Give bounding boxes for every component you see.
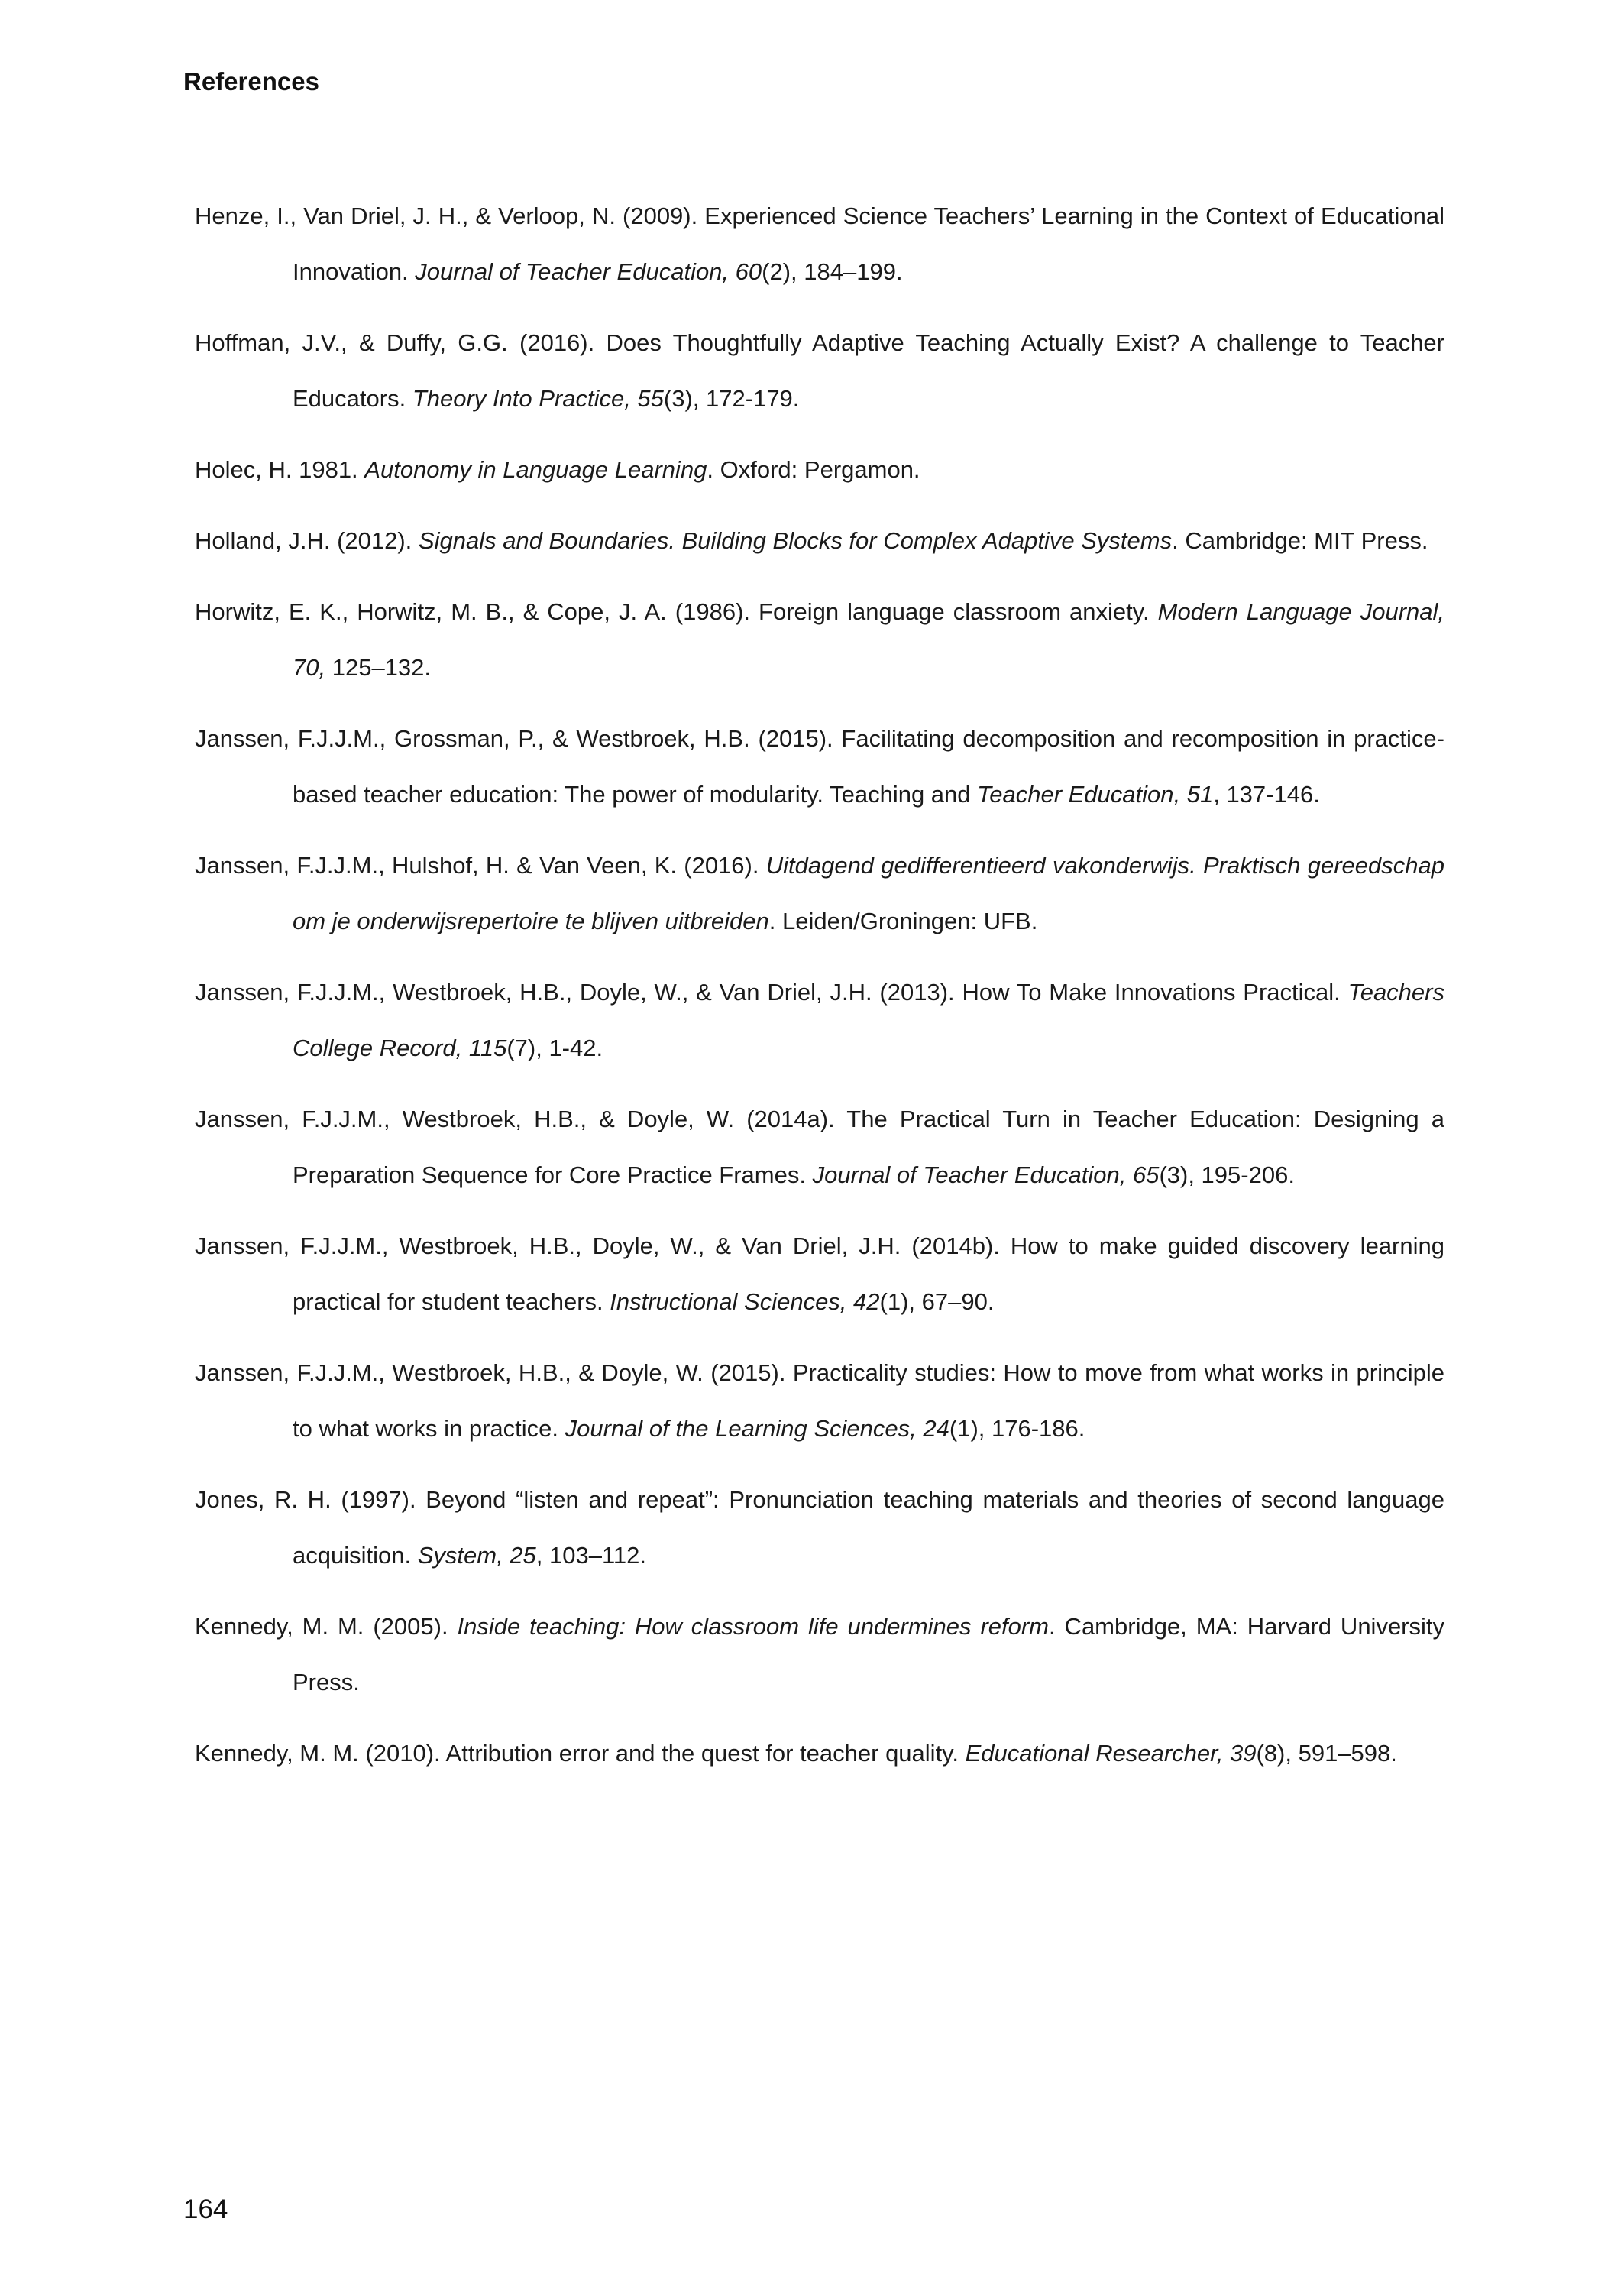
reference-entry — [195, 513, 1444, 568]
reference-text: Horwitz, E. K., Horwitz, M. B., & Cope, J. A. (1986). Foreign language classroom anxiety. — [195, 598, 1158, 625]
reference-text: . Oxford: Pergamon. — [707, 456, 920, 483]
reference-text: , 103–112. — [535, 1542, 647, 1569]
reference-italic-text: Theory Into Practice, 55 — [412, 385, 664, 412]
reference-italic-text: Teacher Education, 51 — [977, 781, 1214, 808]
reference-text: (1), 67–90. — [879, 1288, 995, 1315]
reference-text: Janssen, F.J.J.M., Westbroek, H.B., Doyle, W., & Van Driel, J.H. (2014b). How to make guided discovery learning practical for student teachers. — [195, 1232, 1444, 1315]
reference-text: (7), 1-42. — [506, 1035, 603, 1061]
reference-list — [195, 188, 1444, 1796]
reference-text: (2), 184–199. — [762, 258, 903, 285]
reference-text: Holland, J.H. (2012). — [195, 527, 419, 554]
reference-text: Janssen, F.J.J.M., Hulshof, H. & Van Veen, K. (2016). — [195, 852, 766, 879]
reference-entry — [195, 1091, 1444, 1203]
reference-entry — [195, 964, 1444, 1076]
reference-text: . Cambridge: MIT Press. — [1172, 527, 1428, 554]
running-head-title: References — [183, 67, 319, 96]
reference-entry — [195, 188, 1444, 300]
reference-text: (3), 195-206. — [1159, 1161, 1295, 1188]
reference-italic-text: Uitdagend gedifferentieerd vakonderwijs. Praktisch gereedschap om je onderwijsrepertoire te blijven uitbreiden — [293, 852, 1444, 934]
reference-text: Jones, R. H. (1997). Beyond “listen and repeat”: Pronunciation teaching materials and theories of second language acquisition. — [195, 1486, 1444, 1569]
reference-text: Kennedy, M. M. (2005). — [195, 1613, 458, 1640]
reference-text: Hoffman, J.V., & Duffy, G.G. (2016). Does Thoughtfully Adaptive Teaching Actually Exist? A challenge to Teacher Educators. — [195, 329, 1444, 412]
reference-text: Henze, I., Van Driel, J. H., & Verloop, N. (2009). Experienced Science Teachers’ Learning in the Context of Educational Innovation. — [195, 202, 1444, 285]
reference-text: . Leiden/Groningen: UFB. — [768, 908, 1038, 934]
reference-italic-text: Inside teaching: How classroom life undermines reform — [457, 1613, 1050, 1640]
reference-italic-text: Instructional Sciences, 42 — [610, 1288, 880, 1315]
page-number: 164 — [183, 2194, 228, 2224]
reference-text: Janssen, F.J.J.M., Westbroek, H.B., & Doyle, W. (2015). Practicality studies: How to move from what works in principle to what works in practice. — [195, 1359, 1444, 1442]
reference-text: 125–132. — [325, 654, 432, 681]
reference-text: Janssen, F.J.J.M., Westbroek, H.B., Doyle, W., & Van Driel, J.H. (2013). How To Make Innovations Practical. — [195, 979, 1348, 1006]
reference-text: , 137-146. — [1213, 781, 1320, 808]
reference-text: Janssen, F.J.J.M., Westbroek, H.B., & Doyle, W. (2014a). The Practical Turn in Teacher Education: Designing a Preparation Sequence for Core Practice Frames. — [195, 1106, 1444, 1188]
reference-text: (3), 172-179. — [663, 385, 800, 412]
reference-entry — [195, 1472, 1444, 1583]
reference-entry — [195, 442, 1444, 497]
reference-text: (1), 176-186. — [949, 1415, 1085, 1442]
reference-italic-text: Modern Language Journal, 70, — [293, 598, 1444, 681]
reference-italic-text: System, 25 — [417, 1542, 536, 1569]
reference-italic-text: Journal of the Learning Sciences, 24 — [565, 1415, 949, 1442]
reference-text: Holec, H. 1981. — [195, 456, 365, 483]
reference-italic-text: Journal of Teacher Education, 60 — [415, 258, 762, 285]
reference-italic-text: Signals and Boundaries. Building Blocks for Complex Adaptive Systems — [418, 527, 1173, 554]
reference-text: . Cambridge, MA: Harvard University Press. — [293, 1613, 1445, 1695]
reference-entry — [195, 315, 1444, 426]
reference-entry — [195, 1345, 1444, 1456]
reference-entry — [195, 837, 1444, 949]
reference-italic-text: Autonomy in Language Learning — [364, 456, 707, 483]
reference-entry — [195, 1218, 1444, 1329]
reference-italic-text: Teachers College Record, 115 — [293, 979, 1444, 1061]
reference-italic-text: Educational Researcher, 39 — [965, 1740, 1257, 1767]
reference-entry — [195, 711, 1444, 822]
reference-entry — [195, 1598, 1444, 1710]
reference-entry — [195, 584, 1444, 695]
reference-text: Kennedy, M. M. (2010). Attribution error and the quest for teacher quality. — [195, 1740, 966, 1767]
reference-entry — [195, 1725, 1444, 1781]
reference-italic-text: Journal of Teacher Education, 65 — [812, 1161, 1160, 1188]
reference-text: (8), 591–598. — [1256, 1740, 1397, 1767]
reference-text: Janssen, F.J.J.M., Grossman, P., & Westbroek, H.B. (2015). Facilitating decomposition and recomposition in practice-based teacher education: The power of modularity. Teaching and — [195, 725, 1444, 808]
